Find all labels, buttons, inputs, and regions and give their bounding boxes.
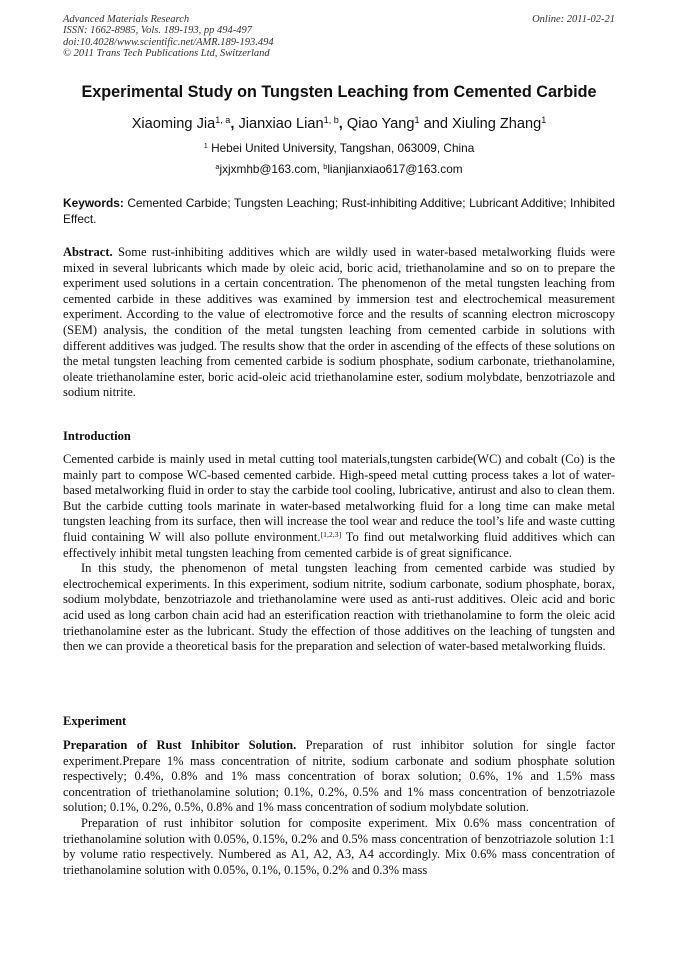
author-name: Qiao Yang — [346, 116, 415, 132]
doi-line: doi:10.4028/www.scientific.net/AMR.189-193.494 — [63, 36, 274, 48]
email-b: lianjianxiao617@163.com — [327, 162, 463, 176]
keywords-label: Keywords: — [63, 196, 124, 210]
paper-title: Experimental Study on Tungsten Leaching from Cemented Carbide — [81, 83, 597, 101]
paragraph-text: Cemented carbide is mainly used in metal cutting tool materials,tungsten carbide(WC) and cobalt (Co) is the mainly part to compose WC-based cemented carbide. High-speed metal cutting process takes a lot of water-based metalworking fluid in order to stay the carbide tool cooling, lubricative, antirust and also to clean them. But the carbide cutting tools marinate in water-based metalworking fluid for a long time can make metal tungsten leaching from its surface, then will increase the tool wear and reduce the tool’s life and waste cutting fluid containing W will also pollute environment. — [63, 452, 615, 544]
author-list — [20, 116, 658, 132]
experiment-body — [63, 738, 615, 878]
author-affiliation-mark: 1 — [414, 115, 420, 126]
online-date: Online: 2011-02-21 — [532, 14, 615, 25]
author-affiliation-mark: 1 — [541, 115, 547, 126]
experiment-paragraph-2: Preparation of rust inhibitor solution for composite experiment. Mix 0.6% mass concentration of triethanolamine solution with 0.05%, 0.15%, 0.2% and 0.5% mass concentration of benzotriazole solution 1:1 by volume ratio respectively. Numbered as A1, A2, A3, A4 accordingly. Mix 0.6% mass concentration of triethanolamine solution with 0.05%, 0.1%, 0.15%, 0.2% and 0.3% mass — [63, 815, 615, 877]
author-affiliation-mark: 1, a — [215, 115, 231, 126]
journal-header — [63, 14, 615, 60]
experiment-heading: Experiment — [63, 714, 127, 728]
keywords-text: Cemented Carbide; Tungsten Leaching; Rust-inhibiting Additive; Lubricant Additive; Inhibited Effect. — [63, 196, 615, 226]
email-mark: b — [323, 161, 328, 171]
email-line: $^a$jxjxmhb@163.com, $^b$lianjianxiao617@163.com — [215, 161, 463, 176]
email-a: jxjxmhb@163.com — [219, 162, 317, 176]
introduction-paragraph-2: In this study, the phenomenon of metal tungsten leaching from cemented carbide was studied by electrochemical experiments. In this experiment, sodium nitrite, sodium carbonate, sodium phosphate, borax, sodium molybdate, benzotriazole and triethanolamine were used as anti-rust additives. Oleic acid and boric acid used as long carbon chain acid had an esterification reaction with triethanolamine to form the oleic acid triethanolamine ester as the lubricant. Study the effection of those additives on the leaching of tungsten and then we can provide a theoretical basis for the preparation and selection of water-based metalworking fluids. — [63, 561, 615, 654]
subsection-label: Preparation of Rust Inhibitor Solution. — [63, 738, 297, 752]
abstract-text: Some rust-inhibiting additives which are wildly used in water-based metalworking fluids were mixed in several lubricants which made by oleic acid, boric acid, triethanolamine and so on to prepare the experiment used solutions in a certain concentration. The phenomenon of the metal tungsten leaching from cemented carbide in these additives was examined by immersion test and electrochemical measurement experiment. According to the value of electromotive force and the results of scanning electron microscopy (SEM) analysis, the condition of the metal tungsten leaching from cemented carbide in solutions with different additives was judged. The results show that the order in ascending of the effects of these solutions on the metal tungsten leaching from cemented carbide is sodium phosphate, sodium carbonate, triethanolamine, oleate triethanolamine ester, boric acid-oleic acid triethanolamine ester, sodium molybdate, benzotriazole and sodium nitrite. — [63, 245, 616, 400]
author-separator: , — [338, 116, 347, 132]
issn-line: ISSN: 1662-8985, Vols. 189-193, pp 494-497 — [63, 25, 252, 37]
introduction-paragraph-1 — [63, 452, 615, 561]
author-affiliation-mark: 1, b — [323, 115, 339, 126]
email-mark: a — [215, 161, 220, 171]
introduction-body — [63, 452, 615, 655]
paragraph-text: Preparation of rust inhibitor solution for single factor experiment.Prepare 1% mass concentration of nitrite, sodium carbonate and sodium phosphate solution respectively; 0.4%, 0.8% and 1% mass concentration of borax solution; 0.6%, 1% and 1.5% mass concentration of triethanolamine solution; 0.1%, 0.2%, 0.5% and 1% mass concentration of benzotriazole solution; 0.1%, 0.2%, 0.5%, 0.8% and 1% mass concentration of sodium molybdate solution. — [63, 738, 615, 815]
introduction-heading: Introduction — [63, 429, 131, 443]
affiliation-mark: 1 — [203, 140, 208, 150]
citation: [1,2,3] — [320, 529, 342, 539]
paragraph-text: To find out metalworking fluid additives which can effectively inhibit metal tungsten leaching from cemented carbide is of great significance. — [63, 529, 615, 560]
author-name: Xiuling Zhang — [452, 116, 542, 132]
abstract — [63, 245, 615, 401]
experiment-paragraph-1 — [63, 738, 615, 816]
affiliation — [20, 141, 658, 155]
copyright-line: © 2011 Trans Tech Publications Ltd, Switzerland — [63, 48, 270, 60]
keywords — [63, 196, 615, 227]
author-conjunction: and — [419, 116, 452, 132]
journal-name: Advanced Materials Research — [63, 14, 190, 25]
affiliation-text: Hebei United University, Tangshan, 063009, China — [211, 141, 475, 155]
abstract-label: Abstract. — [63, 245, 113, 259]
author-name: Xiaoming Jia — [131, 116, 216, 132]
author-name: Jianxiao Lian — [238, 116, 324, 132]
author-separator: , — [230, 116, 239, 132]
